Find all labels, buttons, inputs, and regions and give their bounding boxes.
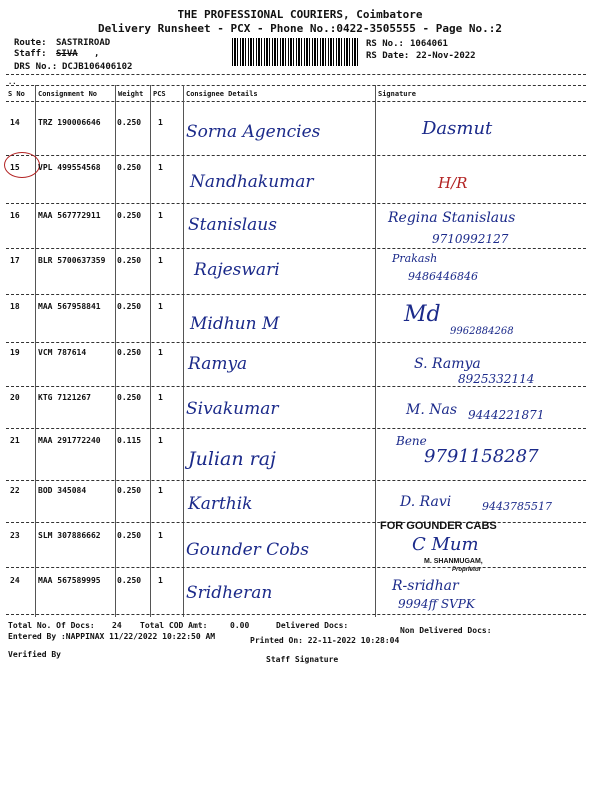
row-pcs: 1: [158, 256, 163, 265]
row-sno: 22: [10, 486, 20, 495]
row-consignee: Karthik: [188, 494, 253, 514]
row-consignment: MAA 291772240: [38, 436, 101, 445]
row-phone: 8925332114: [458, 372, 535, 386]
rs-date-value: 22-Nov-2022: [416, 51, 476, 61]
drs-label: DRS No.:: [14, 62, 58, 72]
row-weight: 0.250: [117, 118, 142, 127]
row-consignment: SLM 307886662: [38, 531, 101, 540]
row-sno: 14: [10, 118, 20, 127]
column-rule: [150, 85, 151, 617]
entered-by: Entered By :NAPPINAX 11/22/2022 10:22:50 AM: [8, 632, 216, 641]
marker: ..: [8, 78, 17, 86]
delivered-docs-label: Delivered Docs:: [276, 621, 349, 630]
verified-by: Verified By: [8, 650, 61, 659]
row-pcs: 1: [158, 576, 163, 585]
barcode: [232, 38, 360, 66]
row-pcs: 1: [158, 118, 163, 127]
row-consignment: VCM 787614: [38, 348, 87, 357]
staff-extra: ,: [94, 49, 100, 59]
row-weight: 0.250: [117, 302, 142, 311]
row-consignee: Julian raj: [188, 448, 276, 470]
row-consignee: Midhun M: [190, 314, 280, 334]
staff-label: Staff:: [14, 49, 47, 59]
divider: [6, 294, 586, 295]
divider: [6, 155, 586, 156]
rs-no-value: 1064061: [410, 39, 448, 49]
row-phone: 9962884268: [450, 326, 514, 337]
row-consignee: Ramya: [188, 354, 248, 374]
row-signature: R-sridhar: [392, 578, 459, 594]
stamp-name: M. SHANMUGAM,: [424, 558, 483, 565]
row-phone: 9444221871: [468, 408, 545, 422]
row-pcs: 1: [158, 436, 163, 445]
row-sno: 24: [10, 576, 20, 585]
total-docs-label: Total No. Of Docs:: [8, 621, 95, 630]
row-consignment: MAA 567589995: [38, 576, 101, 585]
row-consignment: MAA 567772911: [38, 211, 101, 220]
cod-value: 0.00: [230, 621, 250, 630]
row-pcs: 1: [158, 348, 163, 357]
row-phone: 9486446846: [408, 270, 478, 283]
row-sno: 23: [10, 531, 20, 540]
row-consignment: KTG 7121267: [38, 393, 91, 402]
row-weight: 0.250: [117, 211, 142, 220]
column-header-sno: S No: [8, 90, 25, 98]
divider: [6, 101, 586, 102]
row-pcs: 1: [158, 302, 163, 311]
row-consignment: BOD 345084: [38, 486, 87, 495]
divider: [6, 522, 586, 523]
divider: [6, 74, 586, 75]
staff-value: SIVA: [56, 49, 78, 59]
cod-label: Total COD Amt:: [140, 621, 208, 630]
row-signature: Bene: [396, 434, 427, 448]
document-title: THE PROFESSIONAL COURIERS, Coimbatore: [177, 8, 423, 21]
column-header-weight: Weight: [118, 90, 144, 98]
row-signature: Md: [404, 302, 441, 327]
non-delivered-docs-label: Non Delivered Docs:: [400, 626, 492, 635]
divider: [6, 248, 586, 249]
row-pcs: 1: [158, 163, 163, 172]
row-consignee: Nandhakumar: [190, 172, 314, 192]
row-consignment: TRZ 190006646: [38, 118, 101, 127]
row-phone: 9710992127: [432, 232, 509, 246]
row-consignee: Rajeswari: [194, 260, 280, 280]
column-header-consignment: Consignment No: [38, 90, 98, 98]
row-signature: Dasmut: [422, 118, 493, 139]
stamp-title: Proprietor: [452, 567, 482, 573]
row-weight: 0.250: [117, 486, 142, 495]
row-weight: 0.250: [117, 163, 142, 172]
printed-on: Printed On: 22-11-2022 10:28:04: [250, 636, 400, 645]
row-phone: 9443785517: [482, 500, 552, 513]
divider: [6, 567, 586, 568]
column-header-signature: Signature: [378, 90, 416, 98]
row-pcs: 1: [158, 486, 163, 495]
route-value: SASTRIROAD: [56, 38, 111, 48]
divider: [6, 342, 586, 343]
route-label: Route:: [14, 38, 47, 48]
row-sno: 17: [10, 256, 20, 265]
row-signature: Regina Stanislaus: [388, 210, 516, 226]
row-signature: S. Ramya: [414, 356, 481, 372]
divider: [6, 614, 586, 615]
row-weight: 0.250: [117, 531, 142, 540]
divider: [6, 428, 586, 429]
row-weight: 0.250: [117, 393, 142, 402]
row-signature: C Mum: [412, 534, 479, 555]
row-consignee: Sorna Agencies: [186, 122, 321, 142]
total-docs-value: 24: [112, 621, 122, 630]
row-signature: D. Ravi: [400, 494, 452, 510]
row-sno: 18: [10, 302, 20, 311]
row-consignment: BLR 5700637359: [38, 256, 106, 265]
row-weight: 0.115: [117, 436, 142, 445]
rs-no-label: RS No.:: [366, 39, 404, 49]
column-rule: [375, 85, 376, 617]
row-sno: 16: [10, 211, 20, 220]
row-sno: 15: [10, 163, 20, 172]
row-sno: 21: [10, 436, 20, 445]
column-header-consignee: Consignee Details: [186, 90, 258, 98]
row-consignee: Stanislaus: [188, 215, 277, 235]
column-rule: [183, 85, 184, 617]
column-header-pcs: PCS: [153, 90, 166, 98]
document-subtitle: Delivery Runsheet - PCX - Phone No.:0422-3505555 - Page No.:2: [98, 22, 502, 35]
row-signature: H/R: [438, 174, 468, 192]
row-consignment: VPL 499554568: [38, 163, 101, 172]
divider: [6, 480, 586, 481]
row-signature: M. Nas: [406, 402, 458, 418]
row-consignee: Sridheran: [186, 583, 273, 603]
row-sno: 19: [10, 348, 20, 357]
row-phone: 9994ff SVPK: [398, 597, 475, 611]
drs-value: DCJB106406102: [62, 62, 133, 72]
row-weight: 0.250: [117, 576, 142, 585]
divider: [6, 203, 586, 204]
divider: [6, 85, 586, 86]
row-consignee: Sivakumar: [186, 399, 279, 419]
row-pcs: 1: [158, 393, 163, 402]
row-signature: Prakash: [392, 252, 438, 265]
staff-signature: Staff Signature: [266, 655, 339, 664]
row-phone: 9791158287: [424, 446, 539, 467]
stamp-company: FOR GOUNDER CABS: [380, 520, 497, 532]
rs-date-label: RS Date:: [366, 51, 410, 61]
row-weight: 0.250: [117, 348, 142, 357]
row-pcs: 1: [158, 531, 163, 540]
divider: [6, 386, 586, 387]
row-pcs: 1: [158, 211, 163, 220]
row-consignment: MAA 567958841: [38, 302, 101, 311]
row-sno: 20: [10, 393, 20, 402]
row-consignee: Gounder Cobs: [186, 540, 310, 560]
column-rule: [115, 85, 116, 617]
row-weight: 0.250: [117, 256, 142, 265]
